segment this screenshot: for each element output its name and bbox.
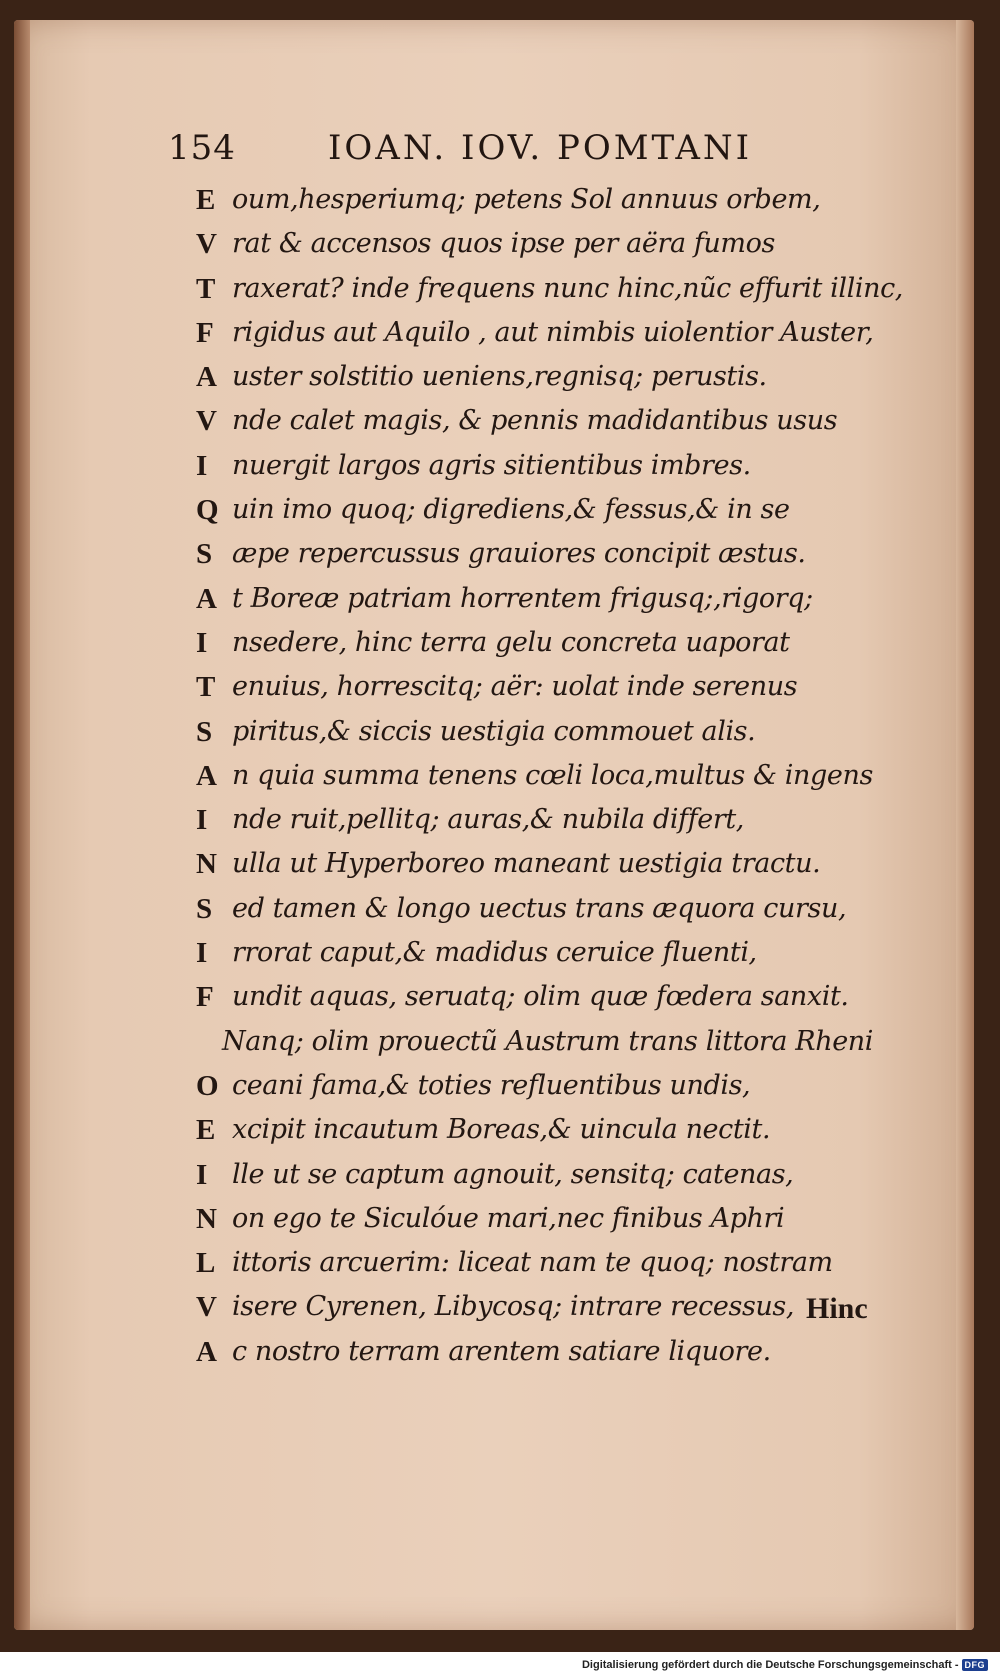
verse-line (196, 975, 936, 1019)
verse-line (196, 532, 936, 576)
catchword: Hinc (806, 1292, 868, 1325)
acrostic-initial: O (196, 1069, 219, 1102)
dfg-logo: DFG (962, 1659, 989, 1671)
verse-text: rrorat caput,& madidus ceruice fluenti, (232, 937, 757, 969)
verse-line (196, 798, 936, 842)
verse-text: æpe repercussus grauiores concipit æstus. (232, 538, 806, 570)
running-head (168, 128, 808, 172)
verse-line (196, 887, 936, 931)
acrostic-initial: A (196, 1335, 217, 1368)
verse-text: nde calet magis, & pennis madidantibus usus (232, 405, 838, 437)
verse-text: undit aquas, seruatq; olim quæ fœdera sanxit. (232, 981, 849, 1013)
page-gutter-edge (14, 20, 30, 1630)
page-fore-edge (956, 20, 974, 1630)
acrostic-initial: A (196, 582, 217, 615)
verse-text: raxerat? inde frequens nunc hinc,nũc effurit illinc, (232, 272, 903, 304)
verse-text: piritus,& siccis uestigia commouet alis. (232, 715, 756, 747)
acrostic-initial: F (196, 316, 214, 349)
digitization-credit (582, 1656, 988, 1674)
acrostic-initial: I (196, 626, 208, 659)
acrostic-initial: E (196, 184, 216, 216)
verse-line (196, 665, 936, 709)
verse-line (196, 222, 936, 266)
verse-line (196, 710, 936, 754)
acrostic-initial: V (196, 405, 217, 438)
verse-text: lle ut se captum agnouit, sensitq; catenas, (232, 1158, 794, 1190)
verse-text: xcipit incautum Boreas,& uincula nectit. (232, 1114, 771, 1146)
verse-line (196, 1241, 936, 1285)
acrostic-initial: E (196, 1114, 216, 1147)
verse-line (196, 311, 936, 355)
verse-line (196, 1108, 936, 1152)
verse-line (196, 399, 936, 443)
verse-line (196, 1197, 936, 1241)
acrostic-initial: T (196, 671, 216, 704)
acrostic-initial: I (196, 449, 208, 482)
verse-line (196, 842, 936, 886)
acrostic-initial: N (196, 848, 217, 881)
verse-text: nsedere, hinc terra gelu concreta uaporat (232, 626, 790, 658)
verse-text: rigidus aut Aquilo , aut nimbis uiolentior Auster, (232, 316, 874, 348)
acrostic-initial: S (196, 538, 213, 571)
verse-text: on ego te Siculóue mari,nec finibus Aphri (232, 1202, 785, 1234)
running-head-title: IOAN. IOV. POMTANI (328, 128, 753, 168)
verse-line (196, 178, 936, 222)
verse-text: t Boreæ patriam horrentem frigusq;,rigorq; (232, 582, 813, 614)
acrostic-initial: N (196, 1202, 217, 1235)
verse-block (196, 178, 936, 1374)
verse-line (196, 577, 936, 621)
acrostic-initial: S (196, 892, 213, 925)
verse-text: isere Cyrenen, Libycosq; intrare recessus, (232, 1291, 795, 1323)
verse-text: nde ruit,pellitq; auras,& nubila differt, (232, 804, 744, 836)
acrostic-initial: Q (196, 494, 219, 527)
verse-text: Nanq; olim prouectũ Austrum trans littora Rheni (222, 1025, 874, 1057)
verse-line (196, 488, 936, 532)
verse-line (196, 444, 936, 488)
acrostic-initial: I (196, 937, 208, 970)
verse-line (196, 621, 936, 665)
acrostic-initial: A (196, 759, 217, 792)
acrostic-initial: V (196, 1291, 217, 1324)
acrostic-initial: A (196, 361, 217, 394)
acrostic-initial: V (196, 228, 217, 261)
verse-line (196, 1330, 936, 1374)
verse-line (196, 754, 936, 798)
verse-text: ceani fama,& toties refluentibus undis, (232, 1069, 751, 1101)
verse-line (196, 931, 936, 975)
page-number: 154 (168, 128, 236, 168)
verse-text: ed tamen & longo uectus trans æquora cursu, (232, 892, 847, 924)
verse-text: ittoris arcuerim: liceat nam te quoq; nostram (232, 1247, 833, 1279)
verse-text: n quia summa tenens cœli loca,multus & ingens (232, 759, 873, 791)
acrostic-initial: T (196, 272, 216, 305)
acrostic-initial: I (196, 1158, 208, 1191)
verse-line (196, 267, 936, 311)
verse-line (196, 1020, 936, 1064)
verse-text: oum,hesperiumq; petens Sol annuus orbem, (232, 184, 821, 215)
verse-text: nuergit largos agris sitientibus imbres. (232, 449, 751, 481)
verse-line (196, 1153, 936, 1197)
verse-text: uster solstitio ueniens,regnisq; perustis. (232, 361, 767, 393)
acrostic-initial: L (196, 1247, 216, 1280)
verse-text: enuius, horrescitq; aër: uolat inde serenus (232, 671, 798, 703)
verse-text: c nostro terram arentem satiare liquore. (232, 1335, 771, 1367)
verse-text: ulla ut Hyperboreo maneant uestigia tractu. (232, 848, 821, 880)
verse-line (196, 355, 936, 399)
acrostic-initial: S (196, 715, 213, 748)
verse-text: uin imo quoq; digrediens,& fessus,& in se (232, 494, 790, 526)
acrostic-initial: F (196, 981, 214, 1014)
verse-line (196, 1064, 936, 1108)
credit-text: Digitalisierung gefördert durch die Deutsche Forschungsgemeinschaft - (581, 1659, 959, 1671)
verse-text: rat & accensos quos ipse per aëra fumos (232, 228, 775, 260)
acrostic-initial: I (196, 804, 208, 837)
